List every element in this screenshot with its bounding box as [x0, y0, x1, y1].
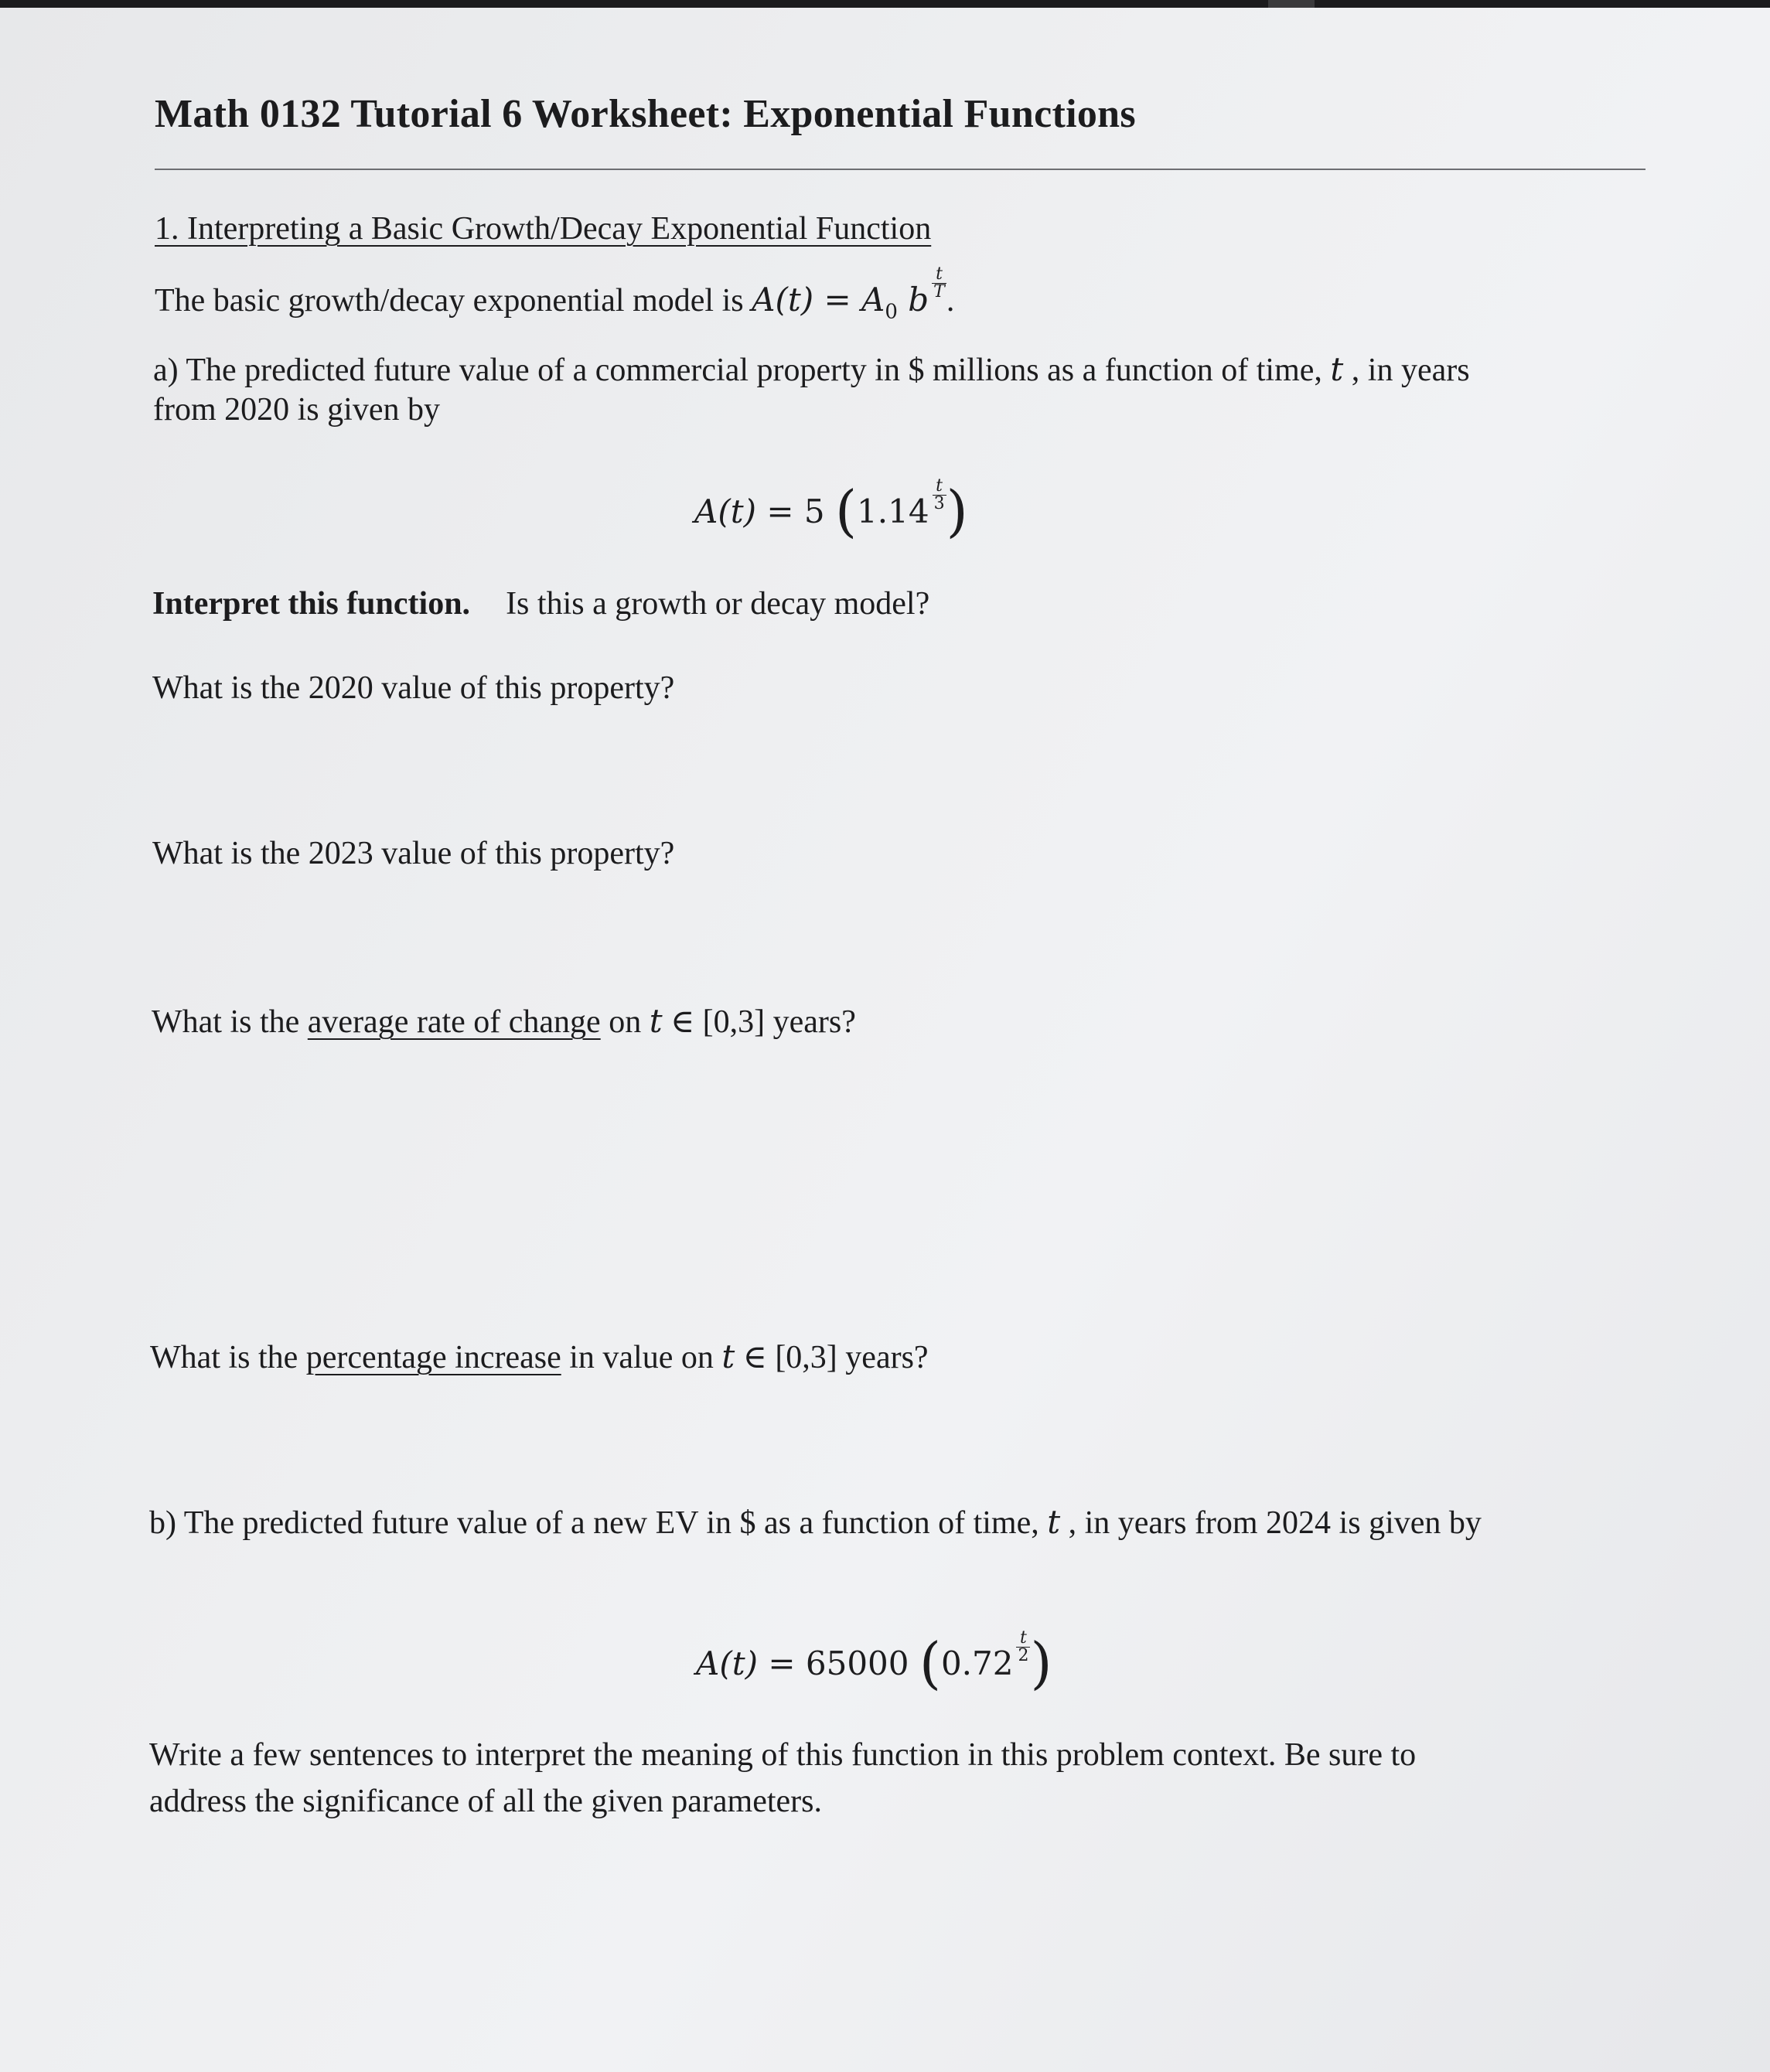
model-b: b — [897, 281, 929, 319]
pct-post: ∈ [0,3] years? — [735, 1340, 929, 1375]
eq-b-base: 0.72 — [940, 1644, 1014, 1682]
question-2023-value: What is the 2023 value of this property? — [152, 836, 675, 871]
part-b-instruction-line2: address the significance of all the given parameters. — [149, 1784, 822, 1819]
pct-mid: in value on — [561, 1340, 722, 1375]
eq-a-rparen: ) — [946, 479, 968, 544]
model-exp-den: T — [933, 282, 945, 302]
eq-a-base: 1.14 — [857, 492, 929, 530]
part-b-instruction-line1: Write a few sentences to interpret the meaning of this function in this problem context. Be sure to — [149, 1737, 1417, 1773]
part-b-line1 — [149, 1503, 1482, 1542]
avg-post: ∈ [0,3] years? — [662, 1004, 856, 1040]
question-2020-value: What is the 2020 value of this property? — [152, 670, 675, 706]
model-equals: = — [813, 281, 861, 319]
model-end: . — [946, 283, 955, 319]
growth-decay-question: Is this a growth or decay model? — [506, 586, 930, 622]
pct-underlined: percentage increase — [305, 1340, 561, 1375]
avg-var-t: t — [649, 1002, 663, 1040]
pct-pre: What is the — [150, 1340, 306, 1375]
title-divider — [155, 169, 1646, 170]
eq-a-lhs: A(t) — [694, 492, 756, 530]
question-average-rate — [152, 1002, 856, 1041]
eq-b-lparen: ( — [919, 1631, 941, 1695]
eq-b-exp-num: t — [1016, 1630, 1030, 1648]
model-exponent — [932, 266, 946, 301]
interpret-bold: Interpret this function. — [152, 586, 471, 622]
eq-b-exp-den: 2 — [1018, 1646, 1029, 1665]
question-percentage-increase — [150, 1338, 929, 1376]
eq-a-lparen: ( — [834, 479, 858, 544]
model-lhs: A(t) — [752, 281, 814, 319]
part-a-text: a) The predicted future value of a commercial property in $ millions as a function of time, — [153, 353, 1331, 388]
eq-b-exponent — [1016, 1630, 1030, 1665]
model-a0: A — [861, 281, 885, 319]
part-a-equation — [694, 478, 968, 544]
section-heading: 1. Interpreting a Basic Growth/Decay Exponential Function — [155, 211, 932, 247]
part-b-var-t: t — [1047, 1503, 1061, 1541]
avg-pre: What is the — [152, 1004, 308, 1040]
part-b-text: b) The predicted future value of a new EV in $ as a function of time, — [149, 1505, 1048, 1541]
eq-b-lhs: A(t) — [696, 1644, 758, 1682]
avg-underlined: average rate of change — [307, 1004, 601, 1040]
part-b-equation — [696, 1630, 1052, 1695]
eq-b-mid: = 65000 — [757, 1644, 919, 1682]
part-a-var-t: t — [1330, 350, 1344, 388]
eq-b-rparen: ) — [1030, 1631, 1052, 1695]
eq-a-mid: = 5 — [755, 492, 835, 530]
part-a-text-end: , in years — [1343, 353, 1470, 388]
eq-a-exp-num: t — [933, 478, 946, 496]
pct-var-t: t — [721, 1338, 735, 1375]
part-a-line1 — [153, 350, 1470, 389]
model-statement — [155, 266, 954, 323]
eq-a-exponent — [933, 478, 946, 513]
model-a0-sub: 0 — [885, 300, 898, 324]
interpret-line — [152, 585, 929, 622]
page-title: Math 0132 Tutorial 6 Worksheet: Exponential Functions — [155, 92, 1136, 136]
avg-mid: on — [600, 1004, 650, 1040]
model-intro: The basic growth/decay exponential model is — [155, 283, 752, 319]
part-b-text-end: , in years from 2024 is given by — [1060, 1505, 1482, 1541]
part-a-line2: from 2020 is given by — [153, 392, 440, 428]
model-exp-num: t — [932, 266, 946, 284]
eq-a-exp-den: 3 — [933, 494, 945, 513]
